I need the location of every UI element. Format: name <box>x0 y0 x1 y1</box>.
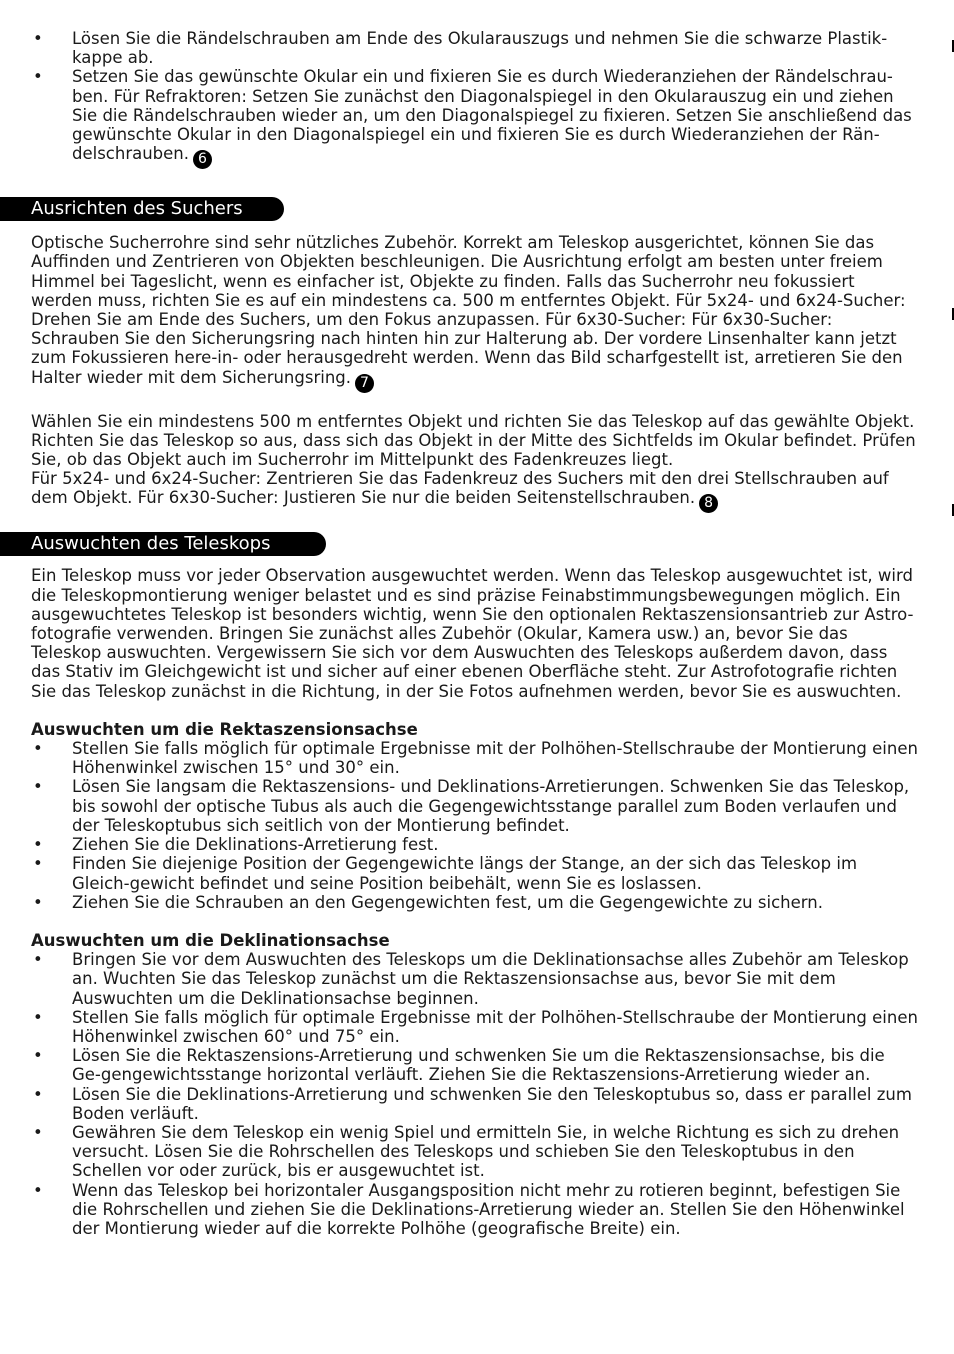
list-item-text: Stellen Sie falls möglich für optimale Ergebnisse mit der Polhöhen-Stellschraube der Montierung einen Höhenwinkel zwischen 15° und 30° ein. <box>72 739 918 778</box>
bullet-icon: • <box>33 1007 43 1027</box>
intro-bullet-list <box>0 29 954 169</box>
list-item <box>0 1046 954 1084</box>
bullet-icon: • <box>33 1180 43 1200</box>
section-heading: Auswuchten des Teleskops <box>31 533 271 555</box>
bullet-icon: • <box>33 1046 43 1066</box>
list-item <box>0 854 954 892</box>
subsection-heading: Auswuchten um die Rektaszensionsachse <box>31 719 418 739</box>
dec-balance-list <box>0 950 954 1238</box>
figure-reference-badge: 7 <box>355 374 374 393</box>
list-item-text: Lösen Sie langsam die Rektaszensions- und Deklinations-Arretierungen. Schwenken Sie das Teleskop, bis sowohl der optische Tubus als auch die Gegengewichtsstange parallel zum Boden verlaufen und der Teleskoptubus sich seitlich von der Montierung befindet. <box>72 777 910 835</box>
bullet-icon: • <box>33 950 43 970</box>
list-item-text: Gewähren Sie dem Teleskop ein wenig Spiel und ermitteln Sie, in welche Richtung es sich zu drehen versucht. Lösen Sie die Rohrschellen des Teleskops und schieben Sie den Teleskoptubus in den Schellen vor oder zurück, bis er ausgewuchtet ist. <box>72 1122 900 1181</box>
bullet-icon: • <box>33 1084 43 1104</box>
list-item <box>0 67 954 169</box>
bullet-icon: • <box>33 854 43 874</box>
paragraph <box>0 412 954 514</box>
paragraph-text: Optische Sucherrohre sind sehr nützliches Zubehör. Korrekt am Teleskop ausgerichtet, können Sie das Auffinden und Zentrieren von Objekten beschleunigen. Die Ausrichtung erfolgt am besten unter freiem Himmel bei Tageslicht, wenn es einfacher ist, Objekte zu finden. Falls das Sucherrohr neu fokussiert werden muss, richten Sie es auf ein mindestens ca. 500 m entferntes Objekt. Für 5x24- und 6x24-Sucher: Drehen Sie am Ende des Suchers, um den Fokus anzupassen. Für 6x30-Sucher: Für 6x30-Sucher: Schrauben Sie den Sicherungsring nach hinten hin zur Halterung ab. Der vordere Linsenhalter kann jetzt zum Fokussieren here-in- oder herausgedreht werden. Wenn das Bild scharfgestellt ist, arretieren Sie den Halter wieder mit dem Sicherungsring. <box>31 233 906 387</box>
subsection-heading: Auswuchten um die Deklinationsachse <box>31 930 390 950</box>
paragraph-text: Ein Teleskop muss vor jeder Observation ausgewuchtet werden. Wenn das Teleskop ausgewuchtet ist, wird die Teleskopmontierung weniger belastet und es sind präzise Feinabstimmungsbewegungen möglich. Ein ausgewuchtetes Teleskop ist besonders wichtig, wenn Sie den optionalen Rektaszensionsantrieb zur Astro-fotografie verwenden. Bringen Sie zunächst alles Zubehör (Okular, Kamera usw.) an, bevor Sie das Teleskop auswuchten. Vergewissern Sie sich vor dem Auswuchten des Teleskops außerdem davon, dass das Stativ im Gleichgewicht ist und sicher auf einer ebenen Oberfläche steht. Zur Astrofotografie richten Sie das Teleskop zunächst in die Richtung, in der Sie Fotos aufnehmen werden, bevor Sie es auswuchten. <box>31 566 914 701</box>
section-heading-bar <box>0 532 326 556</box>
list-item <box>0 29 954 67</box>
list-item <box>0 835 954 854</box>
list-item-text: Setzen Sie das gewünschte Okular ein und fixieren Sie es durch Wiederanziehen der Rändelschrau-ben. Für Refraktoren: Setzen Sie zunächst den Diagonalspiegel in den Okularauszug ein und ziehen Sie die Rändelschrauben wieder an, um den Diagonalspiegel zu fixieren. Setzen Sie anschließend das gewünschte Okular in den Diagonalspiegel ein und fixieren Sie es durch Wiederanziehen der Rän-delschrauben. <box>72 67 912 164</box>
bullet-icon: • <box>33 835 43 855</box>
list-item <box>0 739 954 777</box>
list-item-text: Ziehen Sie die Deklinations-Arretierung fest. <box>72 835 439 855</box>
ra-balance-list <box>0 739 954 912</box>
bullet-icon: • <box>33 1122 43 1142</box>
bullet-icon: • <box>33 739 43 759</box>
paragraph <box>0 566 954 700</box>
list-item-text: Ziehen Sie die Schrauben an den Gegengewichten fest, um die Gegengewichte zu sichern. <box>72 892 823 912</box>
figure-reference-badge: 6 <box>193 150 212 169</box>
list-item <box>0 1123 954 1181</box>
list-item <box>0 893 954 912</box>
figure-reference-badge: 8 <box>699 494 718 513</box>
bullet-icon: • <box>33 892 43 912</box>
list-item-text: Bringen Sie vor dem Auswuchten des Teleskops um die Deklinationsachse alles Zubehör am Teleskop an. Wuchten Sie das Teleskop zunächst um die Rektaszensionsachse aus, bevor Sie mit dem Auswuchten um die Deklinationsachse beginnen. <box>72 950 909 1008</box>
list-item-text: Lösen Sie die Deklinations-Arretierung und schwenken Sie den Teleskoptubus so, dass er parallel zum Boden verläuft. <box>72 1084 912 1123</box>
paragraph <box>0 233 954 392</box>
list-item-text: Lösen Sie die Rändelschrauben am Ende des Okularauszugs und nehmen Sie die schwarze Plastik-kappe ab. <box>72 29 888 68</box>
bullet-icon: • <box>33 777 43 797</box>
section-heading: Ausrichten des Suchers <box>31 198 243 220</box>
list-item <box>0 950 954 1008</box>
list-item <box>0 777 954 835</box>
list-item-text: Finden Sie diejenige Position der Gegengewichte längs der Stange, an der sich das Teleskop im Gleich-gewicht befindet und seine Position beibehält, wenn Sie es loslassen. <box>72 854 858 893</box>
list-item-text: Wenn das Teleskop bei horizontaler Ausgangsposition nicht mehr zu rotieren beginnt, befestigen Sie die Rohrschellen und ziehen Sie die Deklinations-Arretierung wieder an. Stellen Sie den Höhenwinkel der Montierung wieder auf die korrekte Polhöhe (geografische Breite) ein. <box>72 1180 905 1238</box>
manual-page <box>0 29 954 1238</box>
list-item <box>0 1008 954 1046</box>
section-heading-bar <box>0 197 284 221</box>
list-item <box>0 1181 954 1239</box>
paragraph-text: Wählen Sie ein mindestens 500 m entferntes Objekt und richten Sie das Teleskop auf das gewählte Objekt. Richten Sie das Teleskop so aus, dass sich das Objekt in der Mitte des Sichtfelds im Okular befindet. Prüfen Sie, ob das Objekt auch im Sucherrohr im Mittelpunkt des Fadenkreuzes liegt. <box>31 411 916 470</box>
list-item-text: Stellen Sie falls möglich für optimale Ergebnisse mit der Polhöhen-Stellschraube der Montierung einen Höhenwinkel zwischen 60° und 75° ein. <box>72 1007 918 1046</box>
list-item-text: Lösen Sie die Rektaszensions-Arretierung und schwenken Sie um die Rektaszensionsachse, bis die Ge-gengewichtsstange horizontal verläuft. Ziehen Sie die Rektaszensions-Arretierung wieder an. <box>72 1046 885 1085</box>
bullet-icon: • <box>33 67 43 87</box>
bullet-icon: • <box>33 29 43 48</box>
list-item <box>0 1085 954 1123</box>
paragraph-text: Für 5x24- und 6x24-Sucher: Zentrieren Sie das Fadenkreuz des Suchers mit den drei Stellschrauben auf dem Objekt. Für 6x30-Sucher: Justieren Sie nur die beiden Seitenstellschrauben. <box>31 469 889 508</box>
